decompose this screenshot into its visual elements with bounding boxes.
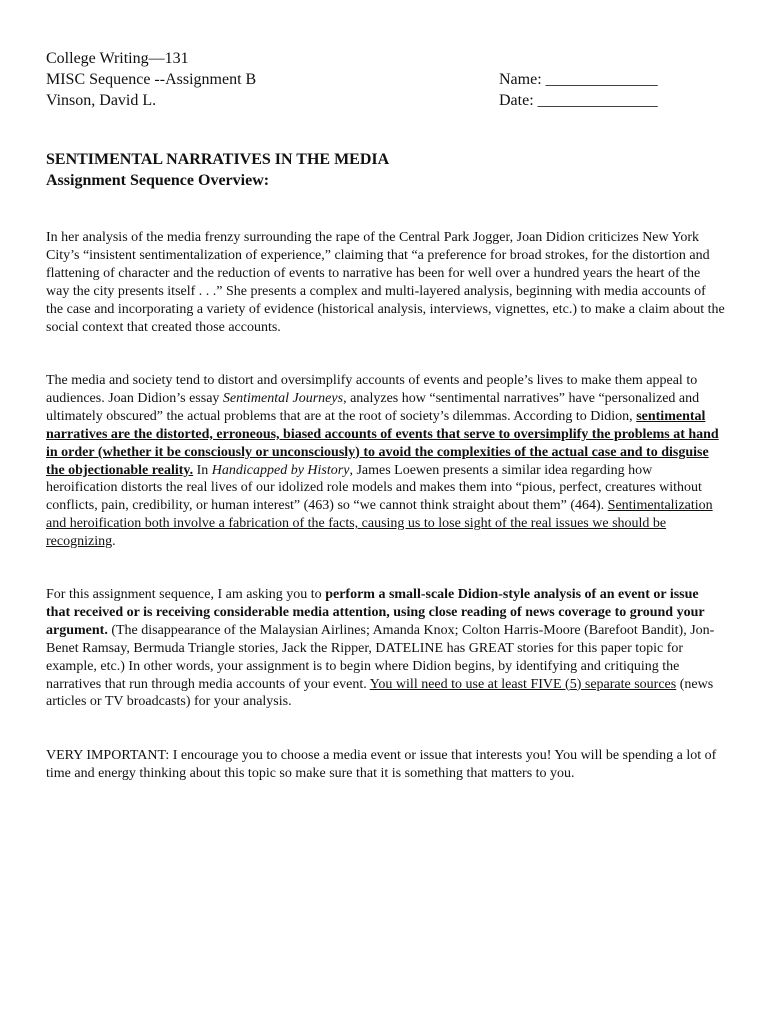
book-title: Handicapped by History [211, 462, 350, 478]
instructor-name: Vinson, David L. [46, 92, 157, 109]
document-title-block [46, 149, 389, 191]
paragraph-text: In her analysis of the media frenzy surrounding the rape of the Central Park Jogger, Joan Didion criticizes New York City’s “insistent sentimentalization of experience,” claiming that “a preference for broad strokes, for the distortion and flattening of character and the reduction of events to narrative has been for well over a hundred years the heart of the way the city presents itself . . .” She presents a complex and multi-layered analysis, beginning with media accounts of the case and incorporating a variety of evidence (historical analysis, interviews, vignettes, etc.) to make a claim about the social context that created those accounts. [46, 230, 725, 335]
text-segment: (news articles or TV broadcasts) for your analysis. [46, 676, 714, 710]
paragraph-assignment-task [46, 586, 726, 711]
paragraph-didion-intro [46, 229, 726, 336]
student-info-fields [499, 69, 658, 111]
text-segment: The media and society tend to distort and oversimplify accounts of events and people’s lives to make them appeal to audiences. Joan Didion’s essay [46, 373, 698, 406]
text-segment: For this assignment sequence, I am asking you to [46, 587, 326, 602]
text-segment: , analyzes how “sentimental narratives” have “personalized and ultimately obscured” the actual problems that are at the root of society’s dilemmas. According to Didion, [46, 390, 700, 424]
document-title: SENTIMENTAL NARRATIVES IN THE MEDIA [46, 151, 390, 168]
definition-highlight: sentimental narratives are the distorted, erroneous, biased accounts of events that serve to oversimplify the problems at hand in order (whether it be consciously or unconsciously) to avoid the complexities of the actual case and to disguise the objectionable reality. [46, 408, 719, 478]
text-segment: . [112, 534, 116, 550]
course-header [46, 48, 256, 111]
date-field: Date: _______________ [499, 92, 658, 109]
document-subtitle: Assignment Sequence Overview: [46, 172, 270, 189]
source-requirement: You will need to use at least FIVE (5) separate sources [369, 676, 677, 692]
assignment-sequence: MISC Sequence --Assignment B [46, 71, 257, 88]
text-segment: , James Loewen presents a similar idea regarding how heroification distorts the real lives of our idolized role models and makes them into “pious, perfect, creatures without conflicts, pain, credibility, or human interest” (463) so “we cannot think straight about them” (464). [46, 462, 702, 514]
paragraph-text: VERY IMPORTANT: I encourage you to choose a media event or issue that interests you! You will be spending a lot of time and energy thinking about this topic so make sure that it is something that matters to you. [46, 748, 717, 781]
course-name: College Writing—131 [46, 50, 189, 67]
essay-title: Sentimental Journeys [222, 390, 344, 406]
task-highlight: perform a small-scale Didion-style analysis of an event or issue that received or is receiving considerable media attention, using close reading of news coverage to ground your argument. [46, 587, 705, 638]
paragraph-sentimental-narratives [46, 372, 726, 551]
name-field: Name: ______________ [499, 71, 658, 88]
paragraph-very-important [46, 747, 726, 783]
conclusion-highlight: Sentimentalization and heroification both involve a fabrication of the facts, causing us to lose sight of the real issues we should be recognizing [46, 498, 713, 550]
text-segment: (The disappearance of the Malaysian Airlines; Amanda Knox; Colton Harris-Moore (Barefoot Bandit), Jon-Benet Ramsay, Bermuda Triangle stories, Jack the Ripper, DATELINE has GREAT stories for this paper topic for example, etc.) In other words, your assignment is to begin where Didion begins, by identifying and critiquing the narratives that run through media accounts of your event. [46, 622, 715, 692]
text-segment: In [193, 462, 212, 478]
